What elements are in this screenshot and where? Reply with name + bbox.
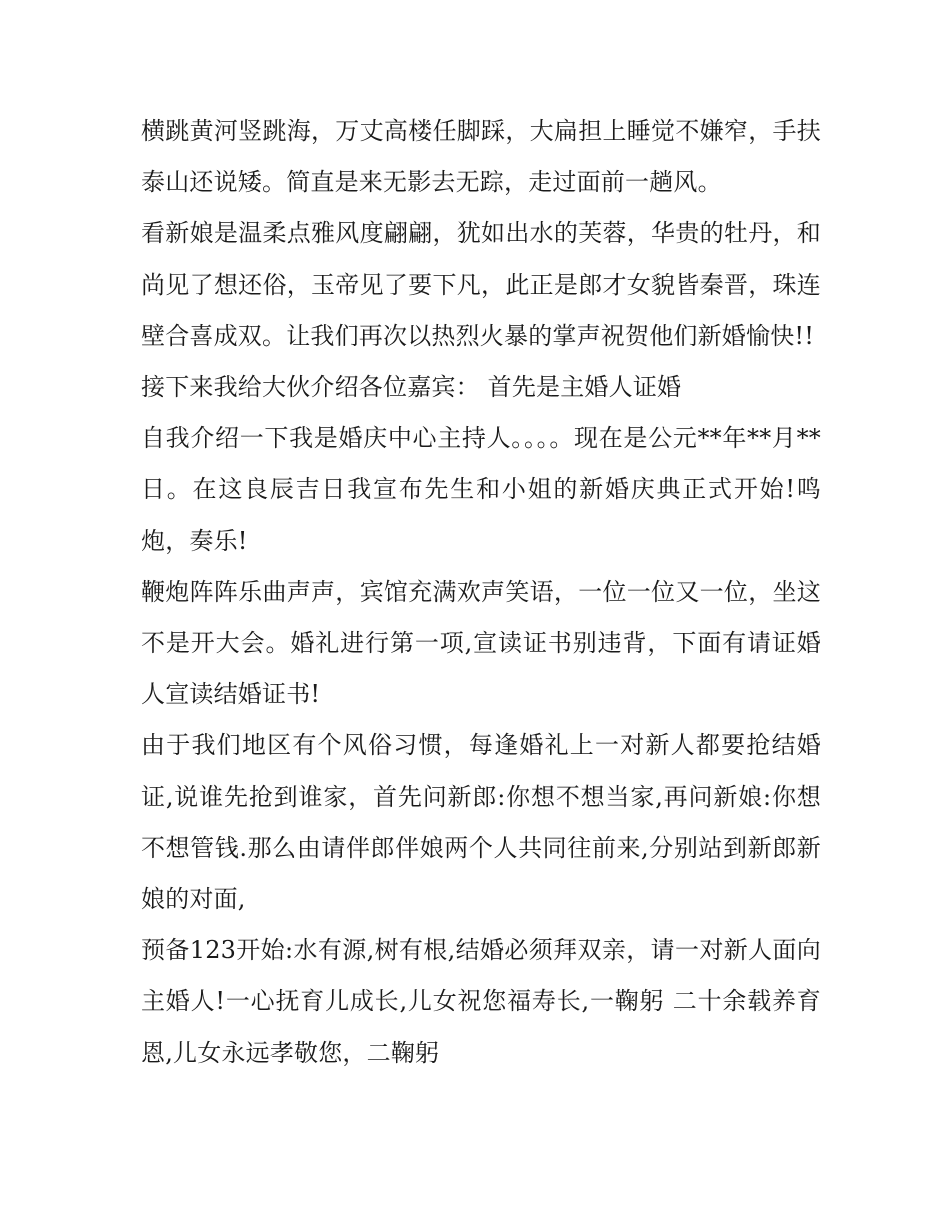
document-body — [141, 106, 821, 1079]
paragraph-7: 预备123开始:水有源,树有根,结婚必须拜双亲，请一对新人面向主婚人!一心抚育儿成长,儿女祝您福寿长,一鞠躬 二十余载养育恩,儿女永远孝敬您，二鞠躬 — [141, 936, 821, 1067]
paragraph-2: 看新娘是温柔点雅风度翩翩，犹如出水的芙蓉，华贵的牡丹，和尚见了想还俗，玉帝见了要下凡，此正是郎才女貌皆秦晋，珠连壁合喜成双。让我们再次以热烈火暴的掌声祝贺他们新婚愉快!! — [141, 219, 821, 350]
paragraph-1: 横跳黄河竖跳海，万丈高楼任脚踩，大扁担上睡觉不嫌窄，手扶泰山还说矮。简直是来无影去无踪，走过面前一趟风。 — [141, 117, 821, 197]
paragraph-5: 鞭炮阵阵乐曲声声，宾馆充满欢声笑语，一位一位又一位，坐这不是开大会。婚礼进行第一项,宣读证书别违背，下面有请证婚人宣读结婚证书! — [141, 577, 821, 709]
paragraph-3: 接下来我给大伙介绍各位嘉宾： 首先是主婚人证婚 — [141, 373, 682, 402]
paragraph-4: 自我介绍一下我是婚庆中心主持人。。。。现在是公元**年**月**日。在这良辰吉日我宣布先生和小姐的新婚庆典正式开始!鸣炮，奏乐! — [141, 424, 821, 555]
paragraph-6: 由于我们地区有个风俗习惯，每逢婚礼上一对新人都要抢结婚证,说谁先抢到谁家，首先问新郎:你想不想当家,再问新娘:你想不想管钱.那么由请伴郎伴娘两个人共同往前来,分别站到新郎新娘的对面, — [141, 731, 821, 914]
